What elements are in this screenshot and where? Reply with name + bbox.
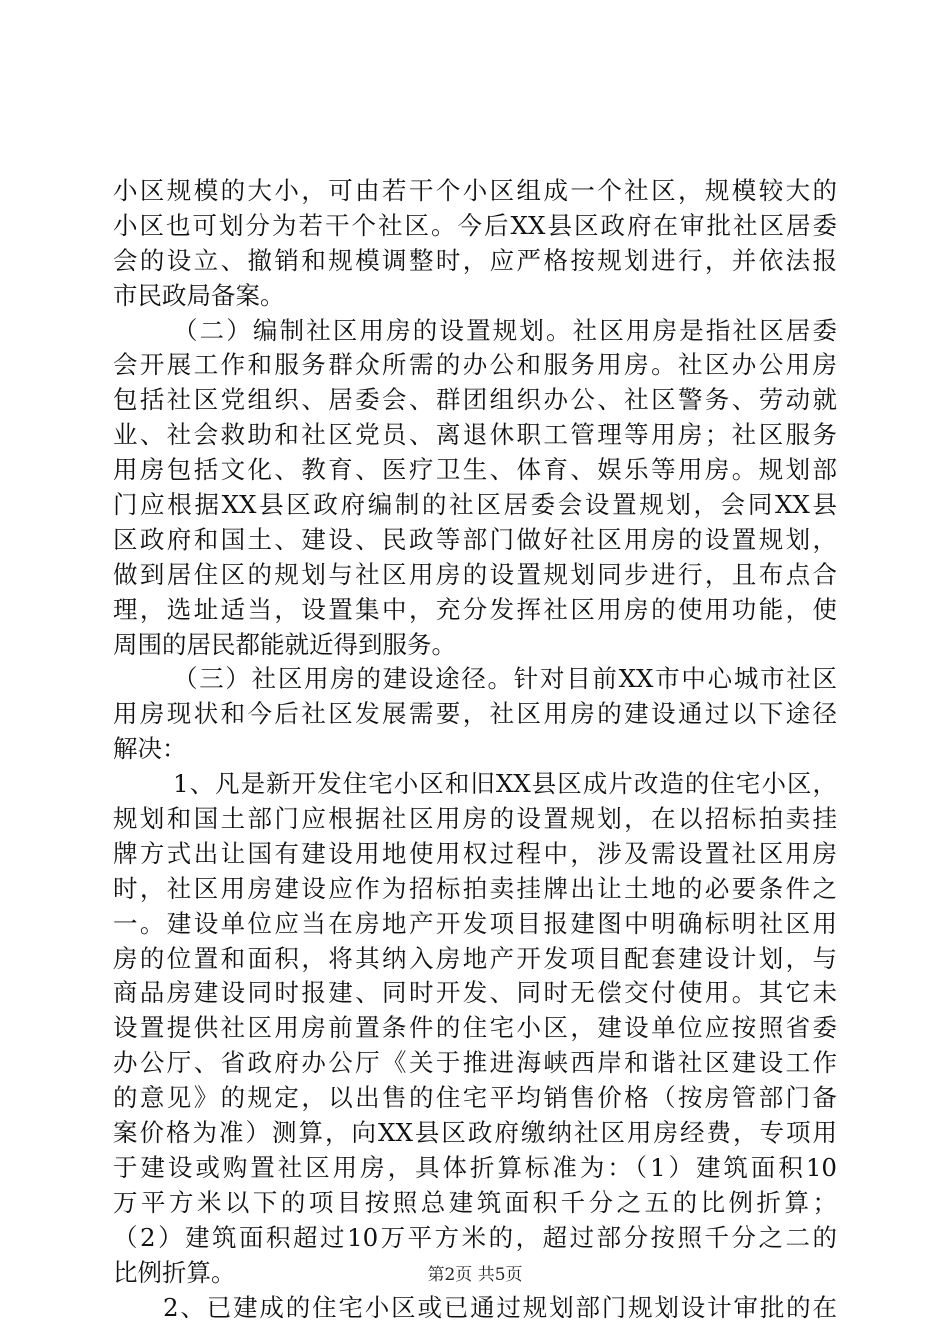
text-line: 比例折算。 <box>113 1257 236 1287</box>
text-line: 房的位置和面积，将其纳入房地产开发项目配套建设计划，与 <box>113 943 837 973</box>
document-body <box>113 174 837 1325</box>
text-line: 解决： <box>113 734 187 764</box>
text-line: 包括社区党组织、居委会、群团组织办公、社区警务、劳动就 <box>113 385 837 415</box>
text-line: 小区规模的大小，可由若干个小区组成一个社区，规模较大的 <box>113 176 837 205</box>
text-line: 一。建设单位应当在房地产开发项目报建图中明确标明社区用 <box>113 908 837 938</box>
text-line: 门应根据XX县区政府编制的社区居委会设置规划，会同XX县 <box>113 490 837 520</box>
text-line: （2）建筑面积超过10万平方米的，超过部分按照千分之二的 <box>113 1222 837 1252</box>
text-line: 商品房建设同时报建、同时开发、同时无偿交付使用。其它未 <box>113 978 837 1008</box>
text-line: 小区也可划分为若干个社区。今后XX县区政府在审批社区居委 <box>113 210 837 240</box>
text-line: 办公厅、省政府办公厅《关于推进海峡西岸和谐社区建设工作 <box>113 1048 837 1078</box>
text-line: 2、已建成的住宅小区或已通过规划部门规划设计审批的在 <box>163 1292 837 1322</box>
text-line: 万平方米以下的项目按照总建筑面积千分之五的比例折算； <box>113 1187 837 1217</box>
text-line: 市民政局备案。 <box>113 280 285 310</box>
text-line: 会的设立、撤销和规模调整时，应严格按规划进行，并依法报 <box>113 245 837 275</box>
page-footer: 第2页 共5页 <box>427 1265 523 1285</box>
text-line: （二）编制社区用房的设置规划。社区用房是指社区居委 <box>173 315 837 345</box>
text-line: 用房现状和今后社区发展需要，社区用房的建设通过以下途径 <box>113 699 837 729</box>
text-line: 设置提供社区用房前置条件的住宅小区，建设单位应按照省委 <box>113 1013 837 1043</box>
text-line: 区政府和国土、建设、民政等部门做好社区用房的设置规划， <box>113 524 837 554</box>
text-line: 周围的居民都能就近得到服务。 <box>113 629 456 659</box>
text-line: 案价格为准）测算，向XX县区政府缴纳社区用房经费，专项用 <box>113 1118 837 1148</box>
text-line: 会开展工作和服务群众所需的办公和服务用房。社区办公用房 <box>113 350 837 380</box>
text-line: 1、凡是新开发住宅小区和旧XX县区成片改造的住宅小区， <box>173 769 837 799</box>
text-line: 用房包括文化、教育、医疗卫生、体育、娱乐等用房。规划部 <box>113 455 837 485</box>
text-line: 业、社会救助和社区党员、离退休职工管理等用房；社区服务 <box>113 420 837 450</box>
text-line: 理，选址适当，设置集中，充分发挥社区用房的使用功能，使 <box>113 594 837 624</box>
text-line: 规划和国土部门应根据社区用房的设置规划，在以招标拍卖挂 <box>113 804 837 834</box>
text-line: 时，社区用房建设应作为招标拍卖挂牌出让土地的必要条件之 <box>113 873 837 903</box>
text-line: 的意见》的规定，以出售的住宅平均销售价格（按房管部门备 <box>113 1083 837 1113</box>
text-line: 于建设或购置社区用房，具体折算标准为：（1）建筑面积10 <box>113 1152 837 1182</box>
text-line: （三）社区用房的建设途径。针对目前XX市中心城市社区 <box>173 664 837 694</box>
text-line: 牌方式出让国有建设用地使用权过程中，涉及需设置社区用房 <box>113 838 837 868</box>
text-line: 做到居住区的规划与社区用房的设置规划同步进行，且布点合 <box>113 559 837 589</box>
